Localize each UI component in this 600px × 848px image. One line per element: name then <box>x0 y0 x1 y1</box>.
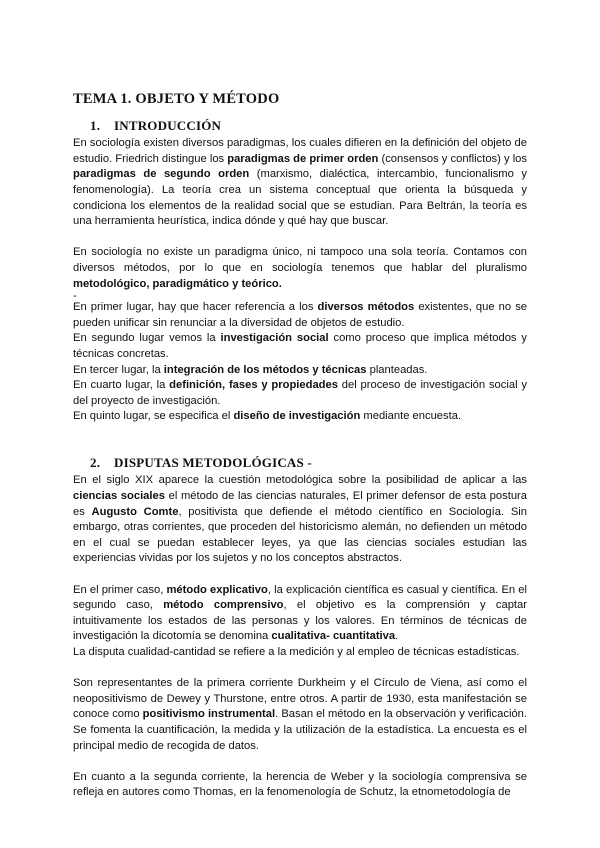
text-run: En cuarto lugar, la <box>73 379 170 392</box>
bold-term: metodológico, paradigmático y teórico. <box>73 277 282 290</box>
text-run: (marxismo, dialéctica, intercambio, funcionalismo y fenomenología). La teoría crea un sistema conceptual que orienta la búsqueda y condiciona los elementos de la realidad social que se estudian. Para Beltrán, la teoría es una herramienta heurística, indica dónde y qué hay que buscar. <box>73 168 527 228</box>
paragraph-tercer-lugar <box>73 363 527 379</box>
text-run: En el siglo XIX aparece la cuestión metodológica sobre la posibilidad de aplicar a las <box>73 474 527 487</box>
paragraph-metodos <box>73 583 527 645</box>
text-run: , positivista que defiende el método científico en Sociología. Sin embargo, otras corrientes, que proceden del historicismo alemán, no defienden un método en el cual se puedan establecer leyes, ya que las ciencias sociales estudian las experiencias vividas por los sujetos y no los conceptos abstractos. <box>73 505 527 565</box>
document-body <box>73 92 527 801</box>
paragraph-siglo-xix <box>73 473 527 567</box>
bold-term: positivismo instrumental <box>142 708 276 721</box>
text-run: En tercer lugar, la <box>73 363 164 376</box>
text-run: existentes, que no se pueden unificar sin renunciar a la diversidad de objetos de estudio. <box>73 301 528 329</box>
dash-mark: - <box>73 290 77 303</box>
section-heading-introduccion <box>73 118 527 134</box>
text-run: del proceso de investigación social y del proyecto de investigación. <box>73 379 527 407</box>
text-run: , el objetivo es la comprensión y captar intuitivamente los estados de las personas y los valores. En términos de técnicas de investigación la dicotomía se denomina <box>73 599 527 643</box>
paragraph-cuarto-lugar <box>73 378 527 409</box>
text-run: , la explicación científica es casual y científica. En el segundo caso, <box>73 583 527 612</box>
paragraph-disputa: La disputa cualidad-cantidad se refiere a la medición y al empleo de técnicas estadísticas. <box>73 646 520 658</box>
bold-term: ciencias sociales <box>73 490 165 503</box>
text-run: (consensos y conflictos) y los <box>378 152 527 165</box>
section-number: 1. <box>90 117 101 133</box>
section-number: 2. <box>90 454 101 470</box>
paragraph-representantes <box>73 676 527 754</box>
text-run: el método de las ciencias naturales, El primer defensor de esta postura es <box>73 490 527 518</box>
text-run: . <box>395 630 399 643</box>
text-run: como proceso que implica métodos y técnicas concretas. <box>73 332 527 360</box>
text-run: En sociología existen diversos paradigmas, los cuales difieren en la definición del objeto de estudio. Friedrich distingue los <box>73 137 527 165</box>
section-title: INTRODUCCIÓN <box>114 117 222 133</box>
paragraph-paradigmas <box>73 136 527 230</box>
paragraph-quinto-lugar <box>73 409 527 425</box>
paragraph-pluralismo <box>73 245 527 292</box>
section-heading-disputas <box>73 455 527 471</box>
bold-term: paradigmas de primer orden <box>227 152 379 165</box>
bold-term: diversos métodos <box>317 301 415 314</box>
text-run: En primer lugar, hay que hacer referencia a los <box>73 301 318 314</box>
bold-term: definición, fases y propiedades <box>169 379 338 392</box>
bold-term: diseño de investigación <box>233 410 361 423</box>
text-run: . Basan el método en la observación y verificación. Se fomenta la cuantificación, la medida y la utilización de la estadística. La encuesta es el principal medio de recogida de datos. <box>73 708 527 752</box>
bold-term: Augusto Comte <box>91 505 179 518</box>
text-run: En segundo lugar vemos la <box>73 332 221 345</box>
bold-term: método comprensivo <box>163 599 284 612</box>
bold-term: integración de los métodos y técnicas <box>163 363 367 376</box>
text-run: Son representantes de la primera corriente Durkheim y el Círculo de Viena, así como el neopositivismo de Dewey y Thurstone, entre otros. A partir de 1930, esta manifestación se conoce como <box>73 677 527 721</box>
text-run: En quinto lugar, se especifica el <box>73 410 234 423</box>
bold-term: cualitativa- cuantitativa <box>271 630 396 643</box>
text-run: En el primer caso, <box>73 583 167 596</box>
bold-term: investigación social <box>220 332 329 345</box>
text-run: En sociología no existe un paradigma único, ni tampoco una sola teoría. Contamos con diversos métodos, por lo que en sociología tenemos que hablar del pluralismo <box>73 246 527 274</box>
paragraph-segundo-lugar <box>73 331 527 362</box>
paragraph-primer-lugar <box>73 300 527 331</box>
text-run: planteadas. <box>366 363 428 376</box>
document-title: TEMA 1. OBJETO Y MÉTODO <box>73 91 280 107</box>
text-run: mediante encuesta. <box>360 410 462 423</box>
bold-term: método explicativo <box>166 583 268 596</box>
bold-term: paradigmas de segundo orden <box>73 168 250 181</box>
paragraph-segunda-corriente: En cuanto a la segunda corriente, la herencia de Weber y la sociología comprensiva se refleja en autores como Thomas, en la fenomenología de Schutz, la etnometodología de <box>73 770 527 799</box>
section-title: DISPUTAS METODOLÓGICAS - <box>114 454 312 470</box>
